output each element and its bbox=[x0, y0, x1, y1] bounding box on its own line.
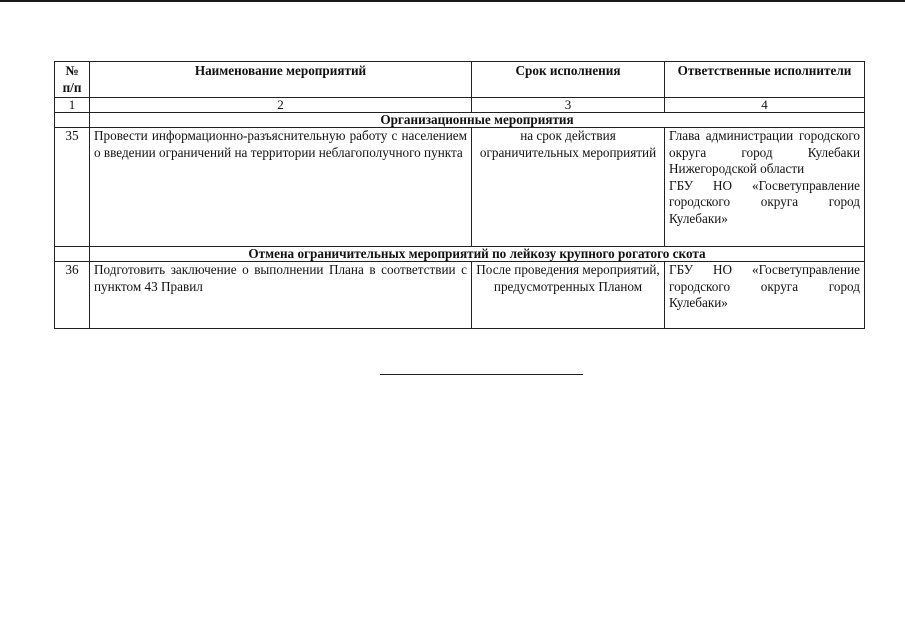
row-number: 35 bbox=[55, 128, 90, 247]
column-number: 3 bbox=[472, 98, 665, 113]
row-number: 36 bbox=[55, 262, 90, 329]
responsible-entry: Глава администрации городского округа город Кулебаки Нижегородской области bbox=[669, 128, 860, 176]
end-of-document-rule bbox=[380, 374, 583, 375]
section-row bbox=[55, 247, 865, 262]
table-row bbox=[55, 262, 865, 329]
header-term: Срок исполнения bbox=[472, 62, 665, 98]
row-name: Провести информационно-разъяснительную работу с населением о введении ограничений на территории неблагополучного пункта bbox=[90, 128, 472, 247]
page-top-edge bbox=[0, 0, 905, 2]
section-title: Организационные мероприятия bbox=[90, 113, 865, 128]
responsible-entry: ГБУ НО «Госветуправление городского округа город Кулебаки» bbox=[669, 262, 860, 310]
row-responsible bbox=[665, 262, 865, 329]
header-num: № п/п bbox=[55, 62, 90, 98]
table-header-row bbox=[55, 62, 865, 98]
header-name: Наименование мероприятий bbox=[90, 62, 472, 98]
column-number: 1 bbox=[55, 98, 90, 113]
section-row bbox=[55, 113, 865, 128]
section-blank-cell bbox=[55, 113, 90, 128]
column-number-row bbox=[55, 98, 865, 113]
section-title: Отмена ограничительных мероприятий по лейкозу крупного рогатого скота bbox=[90, 247, 865, 262]
row-term: на срок действия ограничительных мероприятий bbox=[472, 128, 665, 247]
table-row bbox=[55, 128, 865, 247]
row-responsible bbox=[665, 128, 865, 247]
responsible-entry: ГБУ НО «Госветуправление городского округа город Кулебаки» bbox=[669, 177, 860, 226]
plan-table bbox=[54, 61, 865, 329]
row-name: Подготовить заключение о выполнении Плана в соответствии с пунктом 43 Правил bbox=[90, 262, 472, 329]
section-blank-cell bbox=[55, 247, 90, 262]
column-number: 4 bbox=[665, 98, 865, 113]
column-number: 2 bbox=[90, 98, 472, 113]
row-term: После проведения мероприятий, предусмотренных Планом bbox=[472, 262, 665, 329]
header-responsible: Ответственные исполнители bbox=[665, 62, 865, 98]
